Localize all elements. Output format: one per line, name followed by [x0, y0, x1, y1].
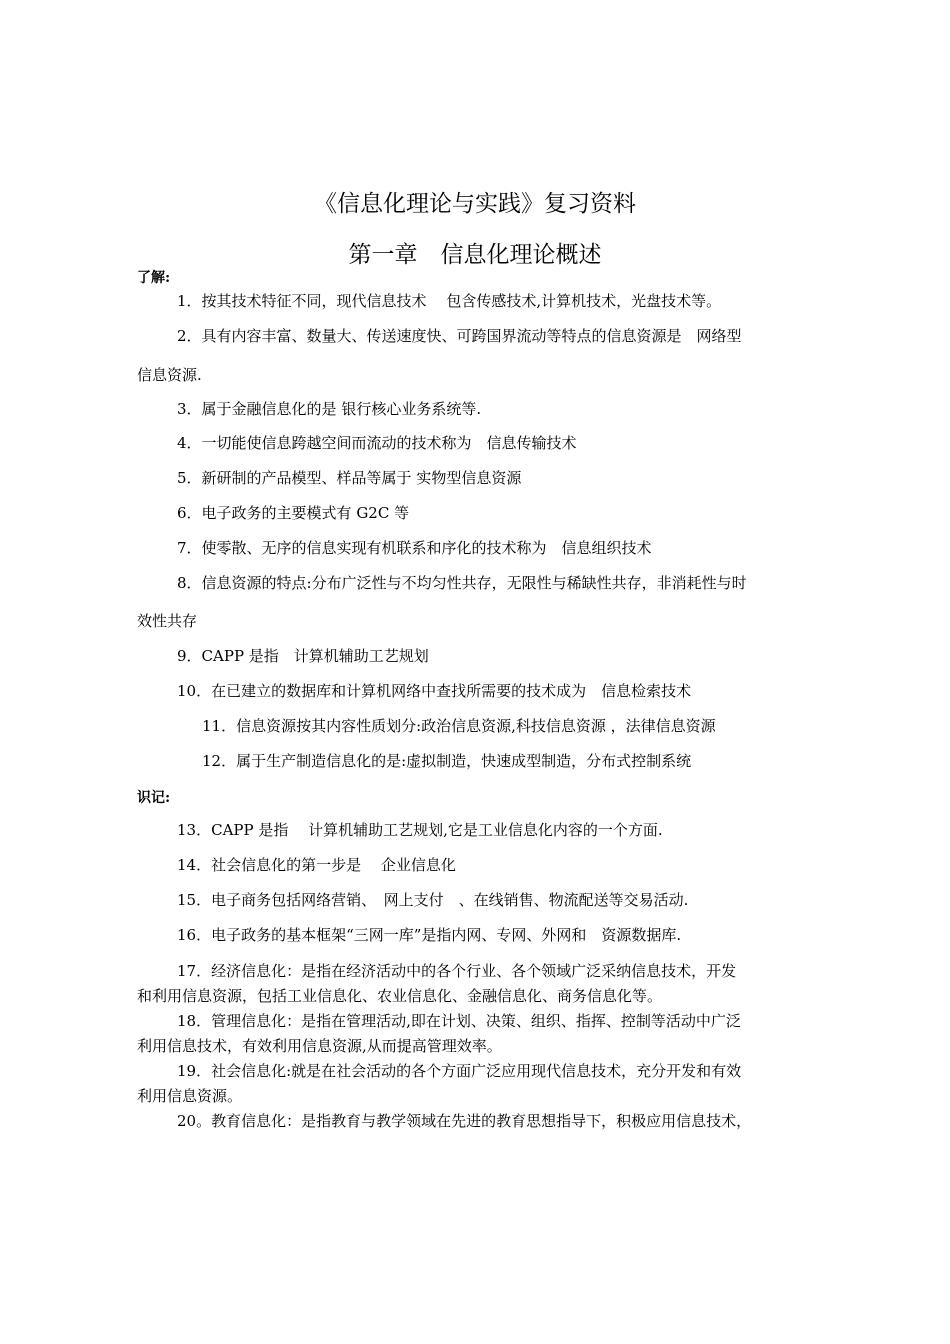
- chapter-title: 第一章 信息化理论概述: [348, 242, 602, 268]
- list-item: 11．信息资源按其内容性质划分:政治信息资源,科技信息资源 ，法律信息资源: [202, 717, 716, 735]
- list-item-continuation: 利用信息资源。: [137, 1087, 243, 1105]
- list-item: 12．属于生产制造信息化的是:虚拟制造，快速成型制造，分布式控制系统: [202, 752, 692, 770]
- list-item: 5．新研制的产品模型、样品等属于 实物型信息资源: [177, 469, 522, 487]
- list-item: 17．经济信息化：是指在经济活动中的各个行业、各个领域广泛采纳信息技术，开发: [177, 962, 737, 980]
- list-item: 20。教育信息化：是指教育与教学领域在先进的教育思想指导下，积极应用信息技术，: [177, 1112, 752, 1130]
- list-item-continuation: 利用信息技术，有效利用信息资源,从而提高管理效率。: [137, 1037, 502, 1055]
- section-heading-understand: 了解:: [137, 270, 171, 286]
- list-item: 1．按其技术特征不同，现代信息技术 包含传感技术,计算机技术，光盘技术等。: [177, 292, 722, 310]
- list-item: 9．CAPP 是指 计算机辅助工艺规划: [177, 647, 429, 665]
- list-item: 3．属于金融信息化的是 银行核心业务系统等.: [177, 400, 482, 418]
- list-item: 13．CAPP 是指 计算机辅助工艺规划,它是工业信息化内容的一个方面.: [177, 821, 663, 839]
- document-title: 《信息化理论与实践》复习资料: [314, 191, 636, 217]
- list-item: 16．电子政务的基本框架“三网一库”是指内网、专网、外网和 资源数据库.: [177, 926, 682, 944]
- section-heading-memorize: 识记:: [137, 790, 171, 806]
- list-item-continuation: 信息资源.: [137, 366, 202, 384]
- list-item: 6．电子政务的主要模式有 G2C 等: [177, 504, 410, 522]
- list-item: 19．社会信息化:就是在社会活动的各个方面广泛应用现代信息技术，充分开发和有效: [177, 1062, 742, 1080]
- list-item: 18．管理信息化：是指在管理活动,即在计划、决策、组织、指挥、控制等活动中广泛: [177, 1012, 741, 1030]
- list-item: 2．具有内容丰富、数量大、传送速度快、可跨国界流动等特点的信息资源是 网络型: [177, 327, 742, 345]
- list-item: 4．一切能使信息跨越空间而流动的技术称为 信息传输技术: [177, 434, 577, 452]
- list-item: 14．社会信息化的第一步是 企业信息化: [177, 856, 456, 874]
- list-item-continuation: 和利用信息资源，包括工业信息化、农业信息化、金融信息化、商务信息化等。: [137, 987, 663, 1005]
- list-item: 10．在已建立的数据库和计算机网络中查找所需要的技术成为 信息检索技术: [177, 682, 692, 700]
- list-item: 7．使零散、无序的信息实现有机联系和序化的技术称为 信息组织技术: [177, 539, 652, 557]
- list-item: 8．信息资源的特点:分布广泛性与不均匀性共存，无限性与稀缺性共存，非消耗性与时: [177, 574, 747, 592]
- list-item: 15．电子商务包括网络营销、 网上支付 、在线销售、物流配送等交易活动.: [177, 891, 689, 909]
- list-item-continuation: 效性共存: [137, 612, 198, 630]
